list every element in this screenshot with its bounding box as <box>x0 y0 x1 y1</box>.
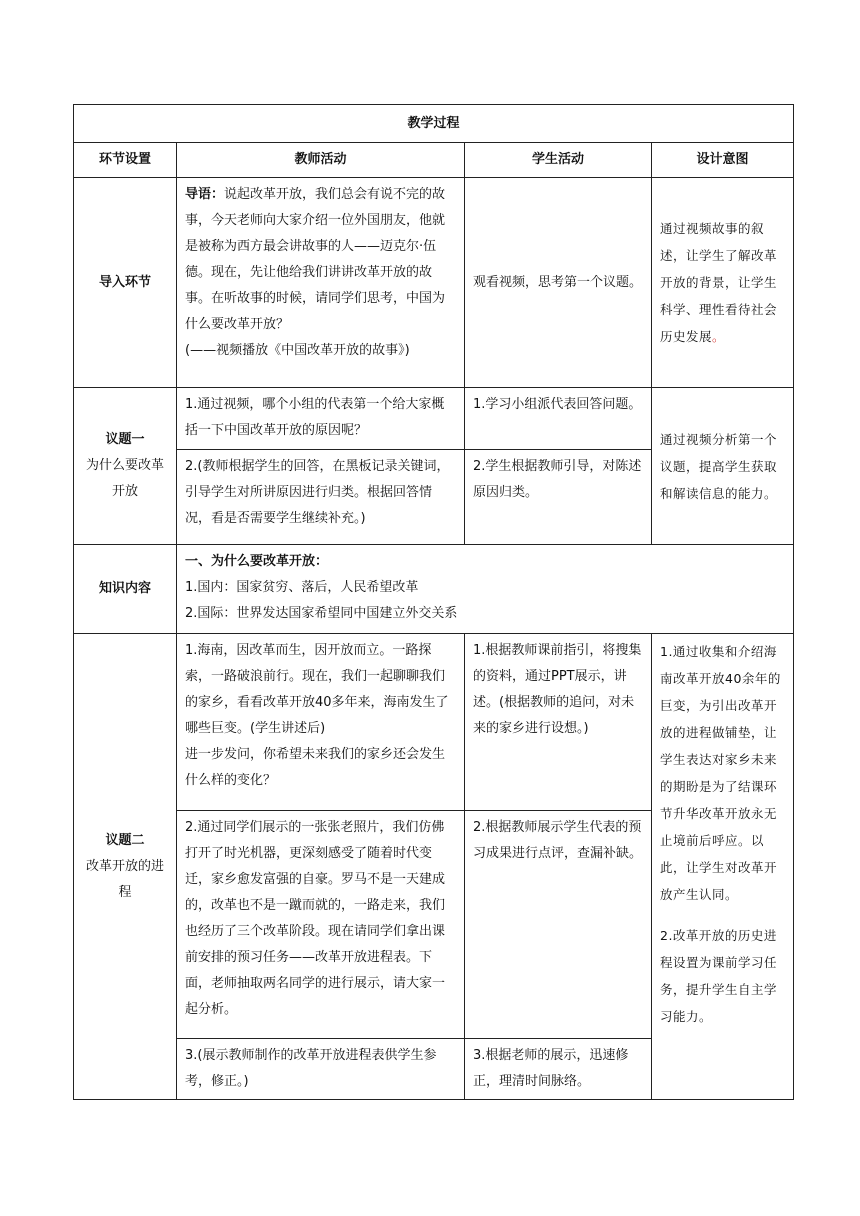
stage-topic2 <box>74 634 177 1100</box>
intro-student-text: 观看视频，思考第一个议题。 <box>473 274 643 290</box>
teaching-process-table <box>73 104 794 1100</box>
intro-teacher-note: (——视频播放《中国改革开放的故事》) <box>185 343 410 358</box>
header-teacher: 教师活动 <box>177 143 465 178</box>
topic2-teacher-1: 1.海南，因改革而生，因开放而立。一路探索，一路破浪前行。现在，我们一起聊聊我们的家乡，看看改革开放40多年来，海南发生了哪些巨变。(学生讲述后) <box>185 643 449 736</box>
table-title: 教学过程 <box>74 105 794 143</box>
topic1-design-cell <box>652 388 794 545</box>
intro-design-cell <box>652 178 794 388</box>
topic2-student-1: 1.根据教师课前指引，将搜集的资料，通过PPT展示，讲述。(根据教师的追问，对未来的家乡进行设想。) <box>465 634 652 811</box>
intro-design-end: 。 <box>712 329 726 344</box>
topic1-design-text: 通过视频分析第一个议题，提高学生获取和解读信息的能力。 <box>660 431 778 501</box>
stage-topic2-sub: 改革开放的进程 <box>85 858 164 900</box>
knowledge-cell <box>177 545 794 634</box>
stage-intro <box>74 178 177 388</box>
intro-lead: 导语： <box>185 187 225 202</box>
intro-student-cell <box>465 178 652 388</box>
knowledge-heading: 一、为什么要改革开放： <box>185 554 329 569</box>
topic2-design-cell <box>652 634 794 1100</box>
header-stage: 环节设置 <box>74 143 177 178</box>
topic2-design-1: 1.通过收集和介绍海南改革开放40余年的巨变，为引出改革开放的进程做铺垫，让学生表达对家乡未来的期盼是为了结课环节升华改革开放永无止境前后呼应。以此，让学生对改革开放产生认同。 <box>660 644 781 902</box>
header-student: 学生活动 <box>465 143 652 178</box>
topic1-student-2: 2.学生根据教师引导，对陈述原因归类。 <box>465 450 652 545</box>
stage-intro-label: 导入环节 <box>98 274 151 290</box>
intro-teacher-body: 说起改革开放，我们总会有说不完的故事，今天老师向大家介绍一位外国朋友，他就是被称为西方最会讲故事的人——迈克尔·伍德。现在，先让他给我们讲讲改革开放的故事。在听故事的时候，请同学们思考，中国为什么要改革开放？ <box>185 187 446 332</box>
knowledge-item-2: 2.国际：世界发达国家希望同中国建立外交关系 <box>185 606 458 621</box>
topic2-design-2: 2.改革开放的历史进程设置为课前学习任务，提升学生自主学习能力。 <box>660 928 778 1024</box>
stage-topic2-label: 议题二 <box>105 832 145 848</box>
topic2-teacher-1b: 进一步发问，你希望未来我们的家乡还会发生什么样的变化？ <box>185 747 446 788</box>
stage-topic1-sub: 为什么要改革开放 <box>85 458 164 499</box>
topic1-teacher-2: 2.(教师根据学生的回答，在黑板记录关键词，引导学生对所讲原因进行归类。根据回答情况，看是否需要学生继续补充。) <box>177 450 465 545</box>
topic2-teacher-1-cell <box>177 634 465 811</box>
intro-teacher-cell <box>177 178 465 388</box>
stage-topic1 <box>74 388 177 545</box>
topic2-teacher-2: 2.通过同学们展示的一张张老照片，我们仿佛打开了时光机器，更深刻感受了随着时代变迁，家乡愈发富强的自豪。罗马不是一天建成的，改革也不是一蹴而就的，一路走来，我们也经历了三个改革阶段。现在请同学们拿出课前安排的预习任务——改革开放进程表。下面，老师抽取两名同学的进行展示，请大家一起分析。 <box>177 811 465 1039</box>
stage-topic1-label: 议题一 <box>105 432 145 447</box>
intro-design-text: 通过视频故事的叙述，让学生了解改革开放的背景，让学生科学、理性看待社会历史发展 <box>660 221 778 344</box>
topic2-student-3: 3.根据老师的展示，迅速修正，理清时间脉络。 <box>465 1039 652 1100</box>
stage-knowledge <box>74 545 177 634</box>
topic1-teacher-1: 1.通过视频，哪个小组的代表第一个给大家概括一下中国改革开放的原因呢？ <box>177 388 465 450</box>
topic2-student-2: 2.根据教师展示学生代表的预习成果进行点评，查漏补缺。 <box>465 811 652 1039</box>
intro-teacher-text <box>185 182 456 338</box>
knowledge-item-1: 1.国内：国家贫穷、落后，人民希望改革 <box>185 580 419 595</box>
topic1-student-1: 1.学习小组派代表回答问题。 <box>465 388 652 450</box>
header-design: 设计意图 <box>652 143 794 178</box>
stage-knowledge-label: 知识内容 <box>98 581 151 596</box>
topic2-teacher-3: 3.(展示教师制作的改革开放进程表供学生参考，修正。) <box>177 1039 465 1100</box>
